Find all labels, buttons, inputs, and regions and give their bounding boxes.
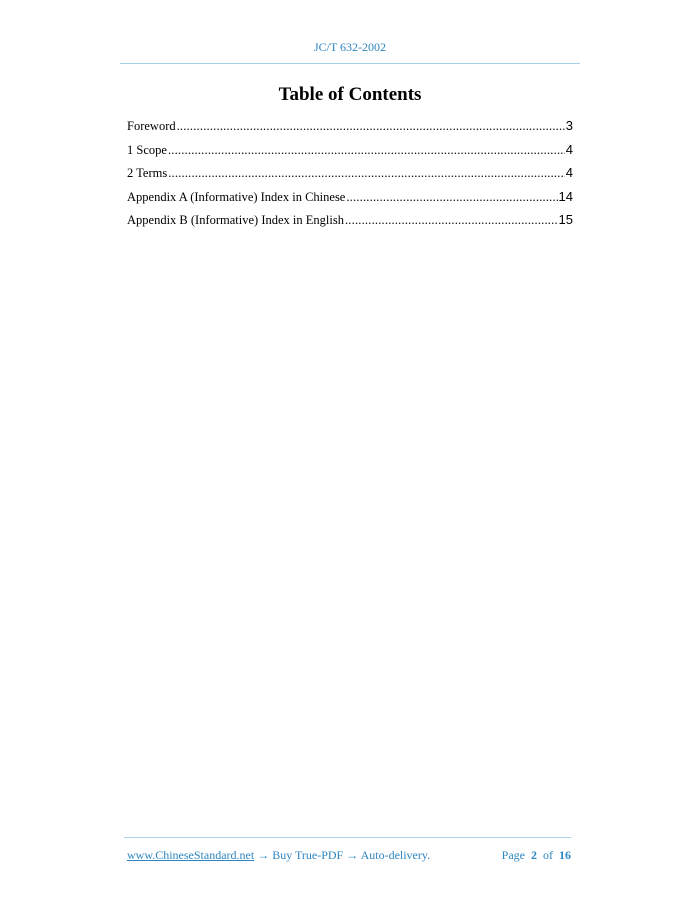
toc-entry-page: 15 (558, 212, 573, 227)
site-link[interactable]: www.ChineseStandard.net (127, 848, 255, 862)
toc-entry-label: 1 Scope (127, 142, 167, 157)
of-word: of (543, 848, 553, 862)
toc-entry-page: 3 (565, 118, 573, 133)
page-number (502, 848, 571, 863)
page-title: Table of Contents (278, 84, 422, 105)
promo-text: → Buy True-PDF → Auto-delivery. (254, 848, 431, 862)
dot-leader (177, 119, 565, 134)
toc-entry-page: 4 (565, 165, 573, 180)
document-code: JC/T 632-2002 (313, 40, 387, 54)
page-footer (127, 848, 571, 863)
current-page: 2 (531, 848, 537, 862)
toc-entry-appendix-a[interactable] (127, 189, 573, 213)
dot-leader (168, 166, 565, 181)
running-header (0, 40, 700, 55)
toc-entry-label: Appendix B (Informative) Index in English (127, 213, 344, 227)
toc-entry-label: Foreword (127, 119, 176, 133)
page-prefix: Page (501, 848, 525, 862)
toc-entry-scope[interactable] (127, 142, 573, 166)
total-pages: 16 (559, 848, 571, 862)
toc-entry-appendix-b[interactable] (127, 212, 573, 236)
dot-leader (346, 190, 557, 205)
toc-entry-foreword[interactable] (127, 118, 573, 142)
dot-leader (345, 213, 558, 228)
toc-entry-label: 2 Terms (127, 166, 168, 180)
footer-divider (124, 837, 571, 838)
toc-entry-page: 14 (558, 188, 573, 204)
toc-entry-terms[interactable] (127, 165, 573, 189)
header-divider (120, 63, 580, 64)
footer-promo (127, 848, 430, 863)
table-of-contents (127, 118, 573, 236)
dot-leader (168, 143, 565, 158)
toc-entry-page: 4 (565, 141, 573, 157)
toc-entry-label: Appendix A (Informative) Index in Chinese (127, 189, 346, 204)
